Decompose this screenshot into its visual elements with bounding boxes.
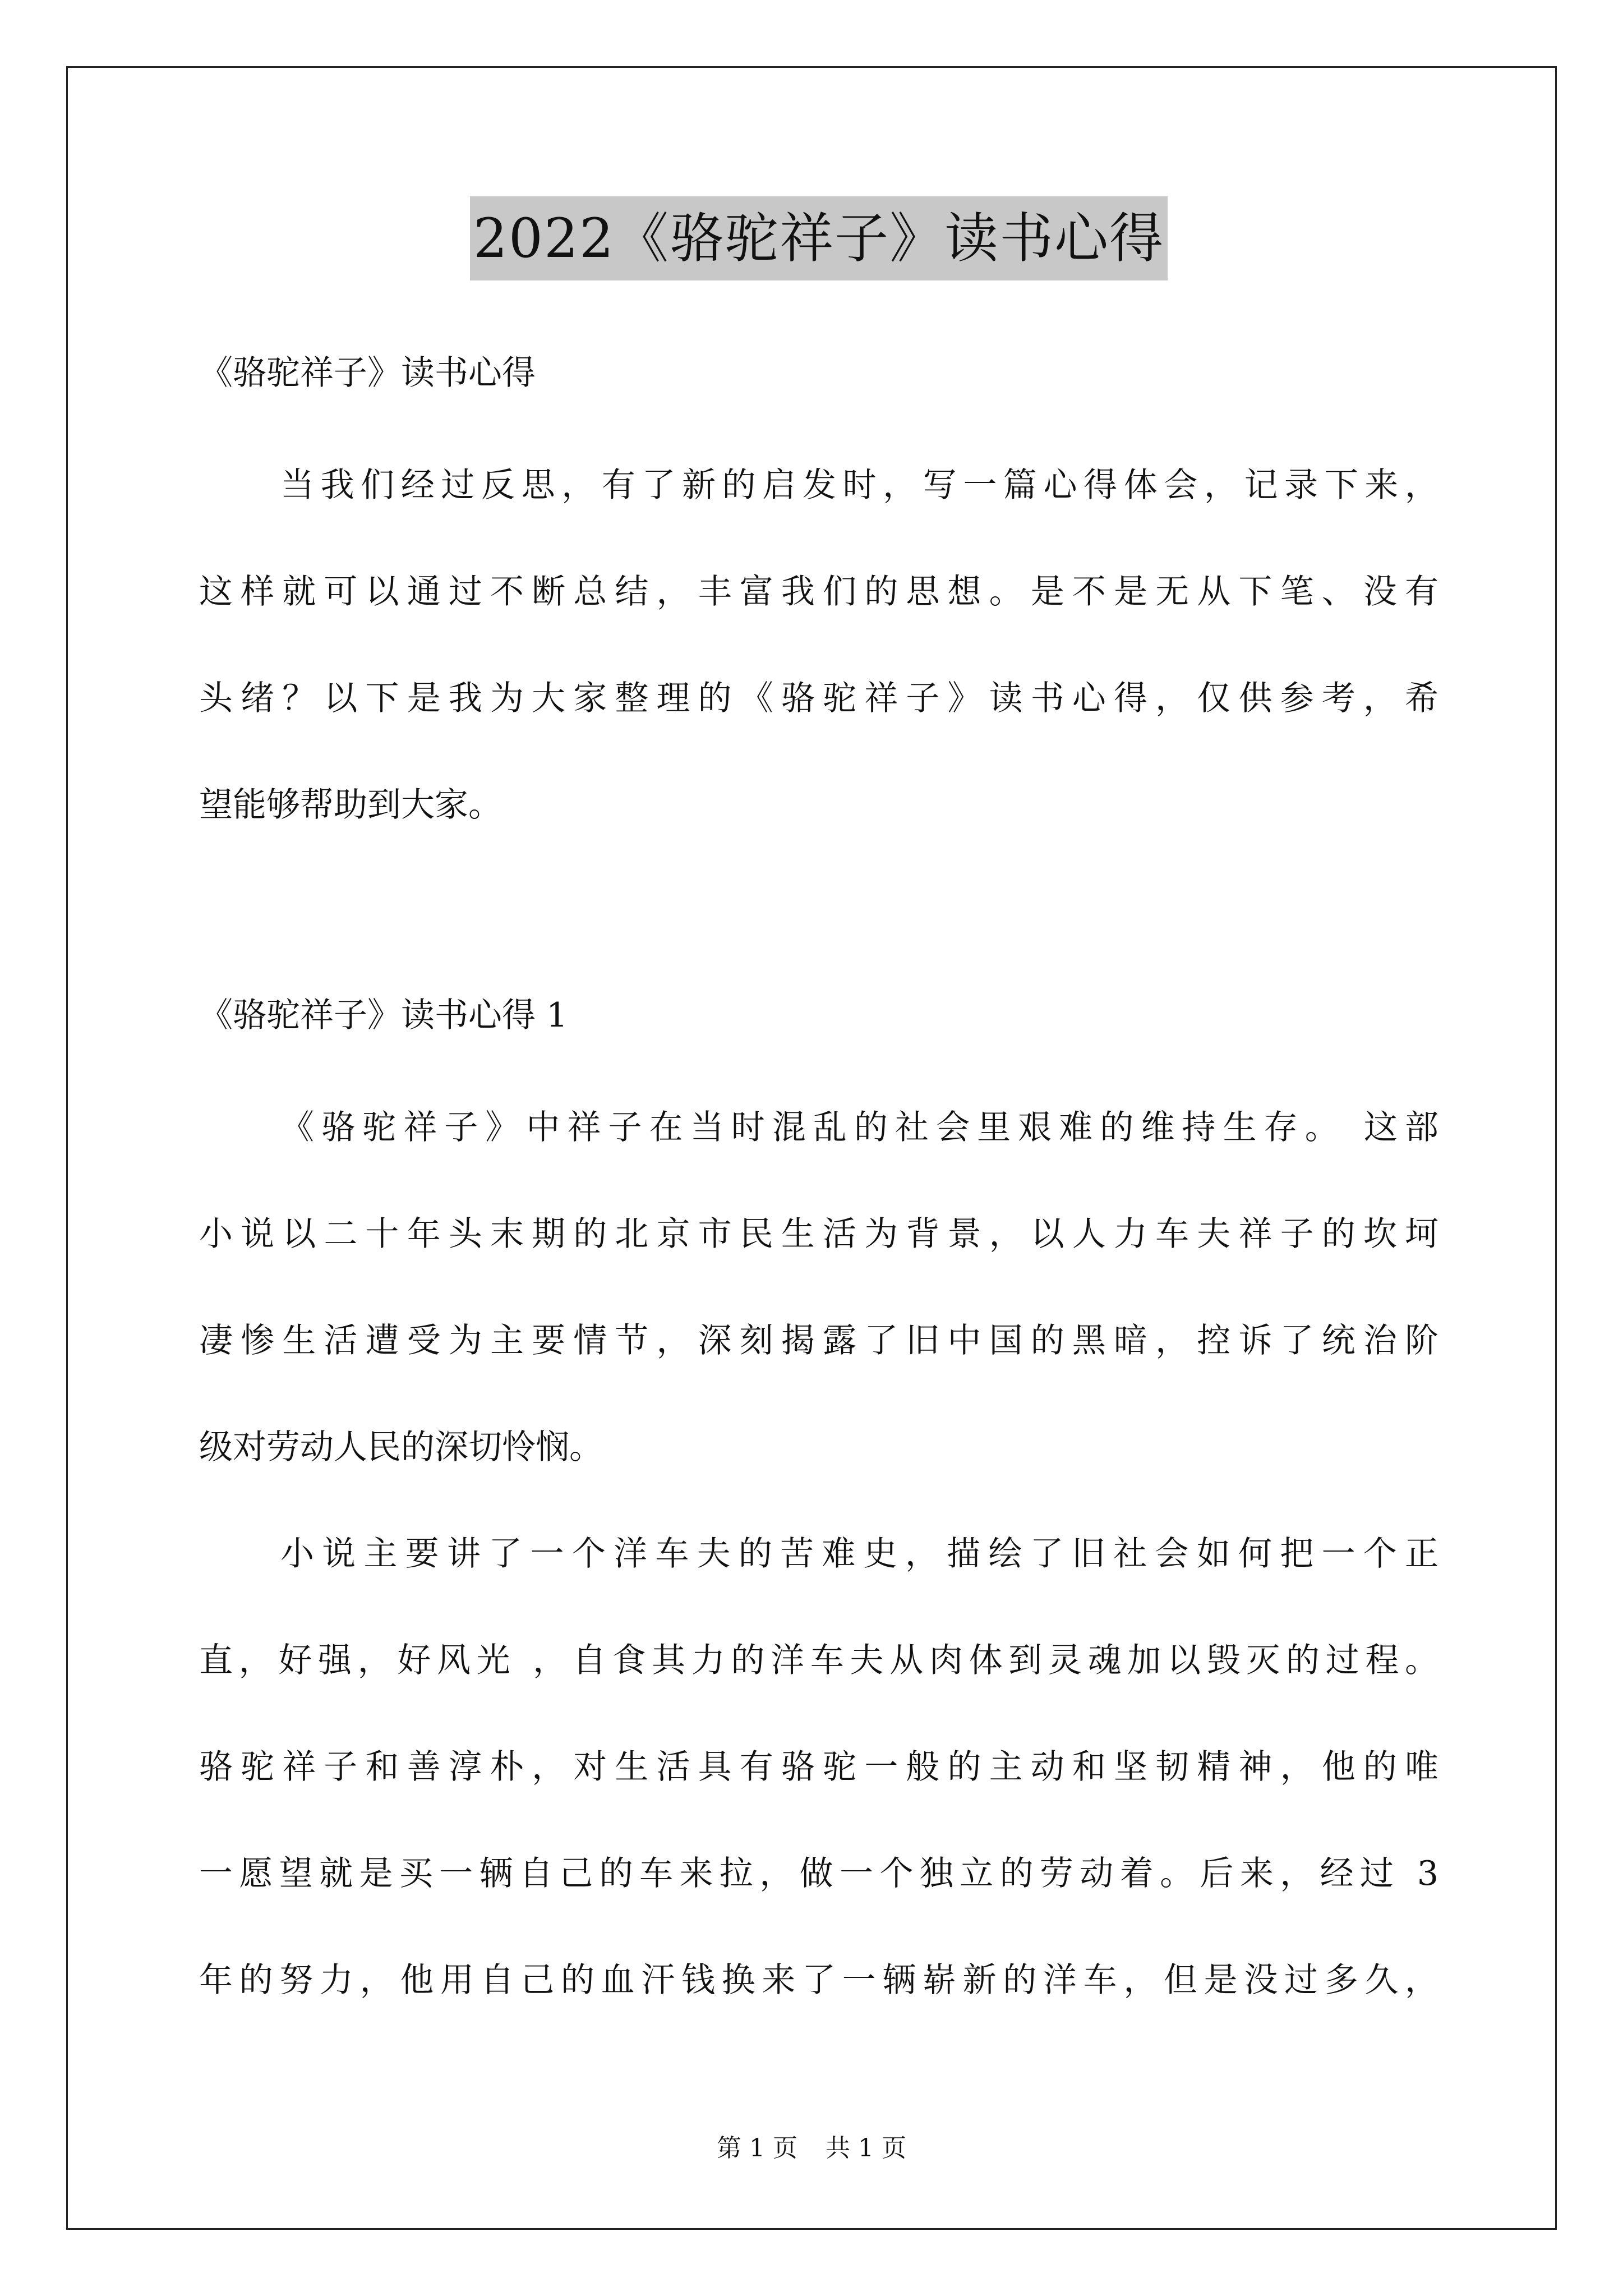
paragraph-line: 小说主要讲了一个洋车夫的苦难史，描绘了旧社会如何把一个正 bbox=[280, 1534, 1438, 1573]
intro-line: 望能够帮助到大家。 bbox=[199, 785, 502, 825]
page-footer bbox=[0, 2132, 1623, 2165]
page-number: 第 1 页 bbox=[717, 2134, 797, 2162]
document-title: 2022《骆驼祥子》读书心得 bbox=[470, 196, 1168, 280]
title-block bbox=[199, 196, 1438, 280]
paragraph-line: 一愿望就是买一辆自己的车来拉，做一个独立的劳动着。后来，经过 3 bbox=[199, 1854, 1438, 1893]
paragraph-line: 级对劳动人民的深切怜悯。 bbox=[199, 1428, 603, 1467]
intro-line: 这样就可以通过不断总结，丰富我们的思想。是不是无从下笔、没有 bbox=[199, 572, 1438, 611]
paragraph-line: 骆驼祥子和善淳朴，对生活具有骆驼一般的主动和坚韧精神，他的唯 bbox=[199, 1747, 1438, 1787]
paragraph-line: 年的努力，他用自己的血汗钱换来了一辆崭新的洋车，但是没过多久， bbox=[199, 1961, 1438, 2000]
intro-line: 当我们经过反思，有了新的启发时，写一篇心得体会，记录下来， bbox=[280, 466, 1438, 505]
paragraph-line: 《骆驼祥子》中祥子在当时混乱的社会里艰难的维持生存。 这部 bbox=[280, 1108, 1438, 1147]
paragraph-line: 小说以二十年头末期的北京市民生活为背景，以人力车夫祥子的坎坷 bbox=[199, 1214, 1438, 1254]
intro-line: 头绪？以下是我为大家整理的《骆驼祥子》读书心得，仅供参考，希 bbox=[199, 679, 1438, 718]
section-heading: 《骆驼祥子》读书心得 1 bbox=[199, 996, 568, 1035]
paragraph-line: 凄惨生活遭受为主要情节，深刻揭露了旧中国的黑暗，控诉了统治阶 bbox=[199, 1321, 1438, 1360]
subtitle-heading: 《骆驼祥子》读书心得 bbox=[199, 353, 536, 393]
page-total: 共 1 页 bbox=[826, 2134, 906, 2162]
paragraph-line: 直，好强，好风光 ，自食其力的洋车夫从肉体到灵魂加以毁灭的过程。 bbox=[199, 1641, 1438, 1680]
